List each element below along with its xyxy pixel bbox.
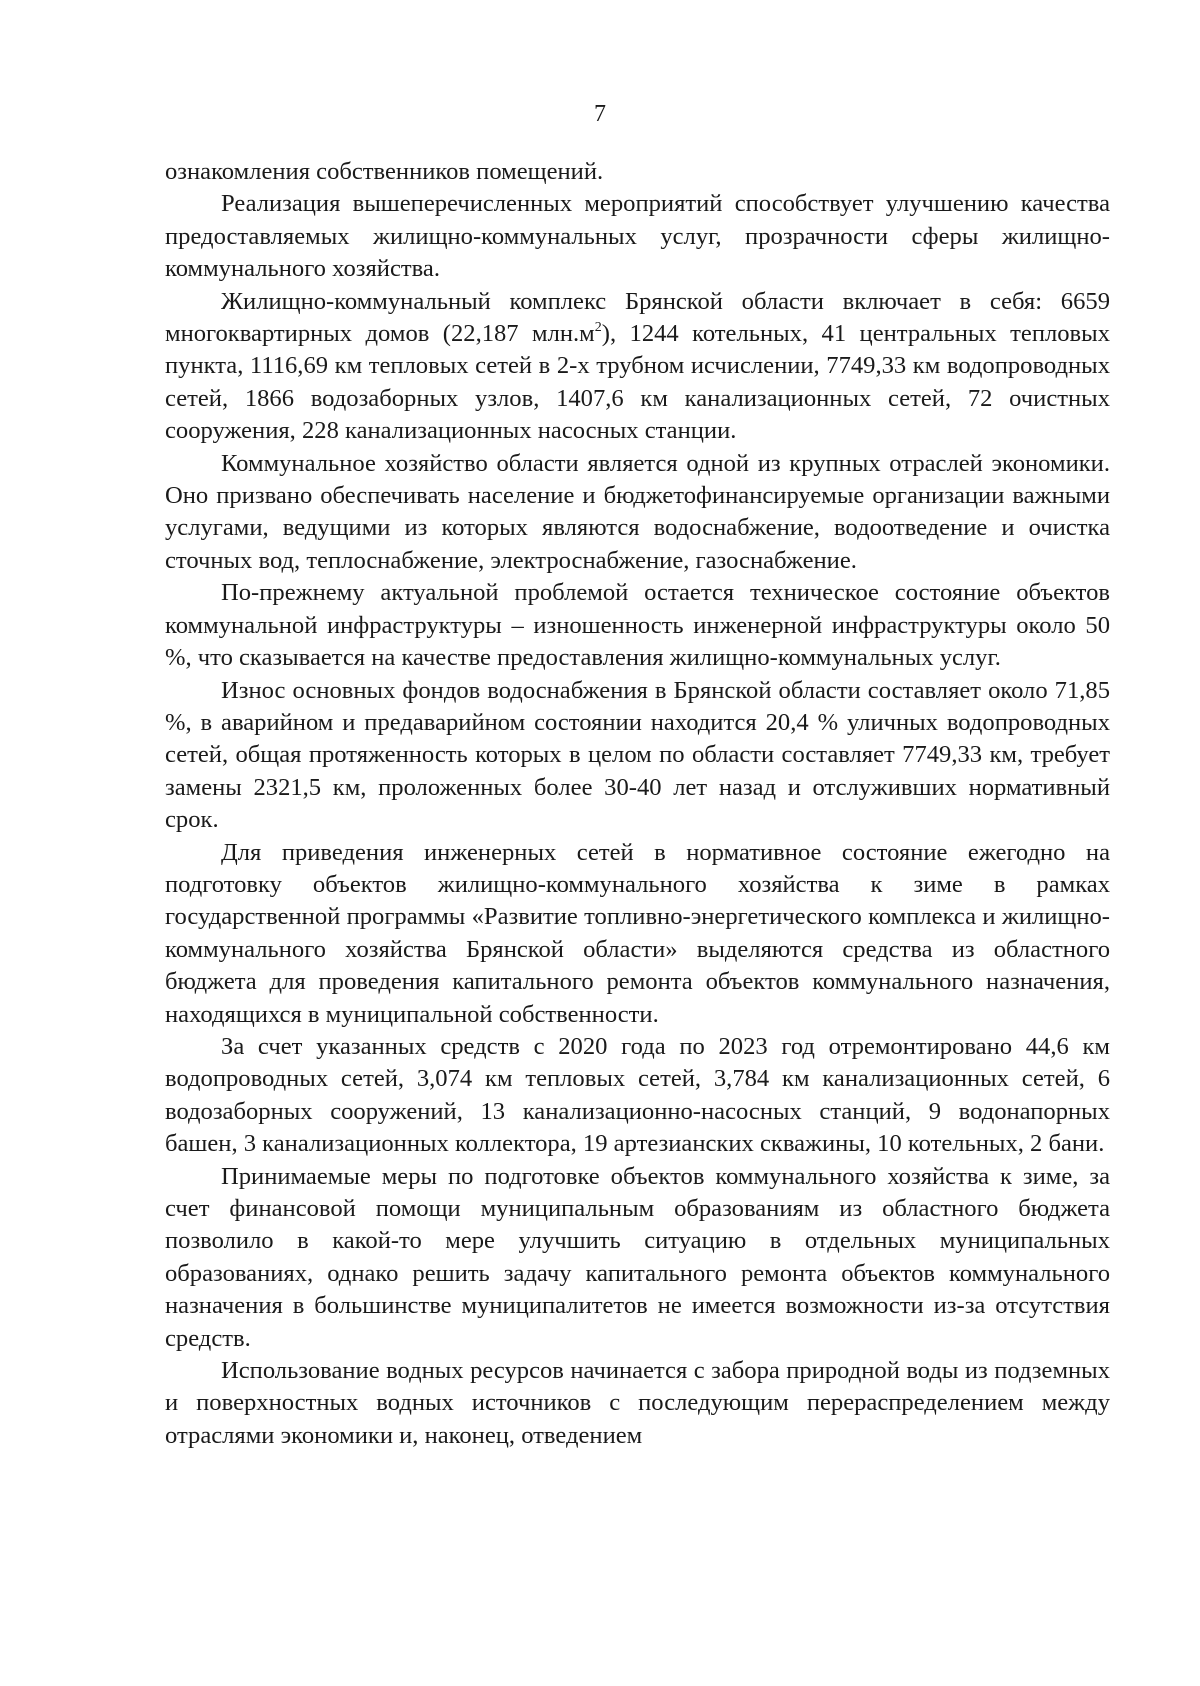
- paragraph-improvement-measures: Реализация вышеперечисленных мероприятий способствует улучшению качества предоставляемых жилищно-коммунальных услуг, прозрачности сферы жилищно-коммунального хозяйства.: [165, 190, 1110, 283]
- superscript-two: 2: [594, 320, 602, 336]
- housing-complex-text-start: Жилищно-коммунальный комплекс Брянской области включает в себя: 6659 многоквартирных домов (22,187 млн.м: [165, 287, 1110, 348]
- paragraph-infrastructure-problem: По-прежнему актуальной проблемой остается техническое состояние объектов коммунальной инфраструктуры – изношенность инженерной инфраструктуры около 50 %, что сказывается на качестве предоставления жилищно-коммунальных услуг.: [165, 579, 1110, 672]
- paragraph-repairs-2020-2023: За счет указанных средств с 2020 года по 2023 год отремонтировано 44,6 км водопроводных сетей, 3,074 км тепловых сетей, 3,784 км канализационных сетей, 6 водозаборных сооружений, 13 канализационно-насосных станций, 9 водонапорных башен, 3 канализационных коллектора, 19 артезианских скважины, 10 котельных, 2 бани.: [165, 1032, 1110, 1158]
- document-body: [165, 156, 1110, 1452]
- page-number: 7: [594, 101, 606, 127]
- paragraph-winter-preparation: Принимаемые меры по подготовке объектов коммунального хозяйства к зиме, за счет финансовой помощи муниципальным образованиям из областного бюджета позволило в какой-то мере улучшить ситуацию в отдельных муниципальных образованиях, однако решить задачу капитального ремонта объектов коммунального назначения в большинстве муниципалитетов не имеется возможности из-за отсутствия средств.: [165, 1162, 1110, 1352]
- paragraph-state-program: Для приведения инженерных сетей в нормативное состояние ежегодно на подготовку объектов жилищно-коммунального хозяйства к зиме в рамках государственной программы «Развитие топливно-энергетического комплекса и жилищно-коммунального хозяйства Брянской области» выделяются средства из областного бюджета для проведения капитального ремонта объектов коммунального назначения, находящихся в муниципальной собственности.: [165, 838, 1110, 1028]
- paragraph-continuation: ознакомления собственников помещений.: [165, 158, 604, 185]
- housing-complex-text-end: ), 1244 котельных, 41 центральных тепловых пункта, 1116,69 км тепловых сетей в 2-х трубном исчислении, 7749,33 км водопроводных сетей, 1866 водозаборных узлов, 1407,6 км канализационных сетей, 72 очистных сооружения, 228 канализационных насосных станции.: [165, 320, 1110, 445]
- paragraph-communal-economy: Коммунальное хозяйство области является одной из крупных отраслей экономики. Оно призвано обеспечивать население и бюджетофинансируемые организации важными услугами, ведущими из которых являются водоснабжение, водоотведение и очистка сточных вод, теплоснабжение, электроснабжение, газоснабжение.: [165, 449, 1110, 574]
- paragraph-housing-complex: [165, 286, 1110, 448]
- paragraph-water-supply-wear: Износ основных фондов водоснабжения в Брянской области составляет около 71,85 %, в аварийном и предаварийном состоянии находится 20,4 % уличных водопроводных сетей, общая протяженность которых в целом по области составляет 7749,33 км, требует замены 2321,5 км, проложенных более 30-40 лет назад и отслуживших нормативный срок.: [165, 676, 1110, 834]
- paragraph-water-resources: Использование водных ресурсов начинается с забора природной воды из подземных и поверхностных водных источников с последующим перераспределением между отраслями экономики и, наконец, отведением: [165, 1357, 1110, 1449]
